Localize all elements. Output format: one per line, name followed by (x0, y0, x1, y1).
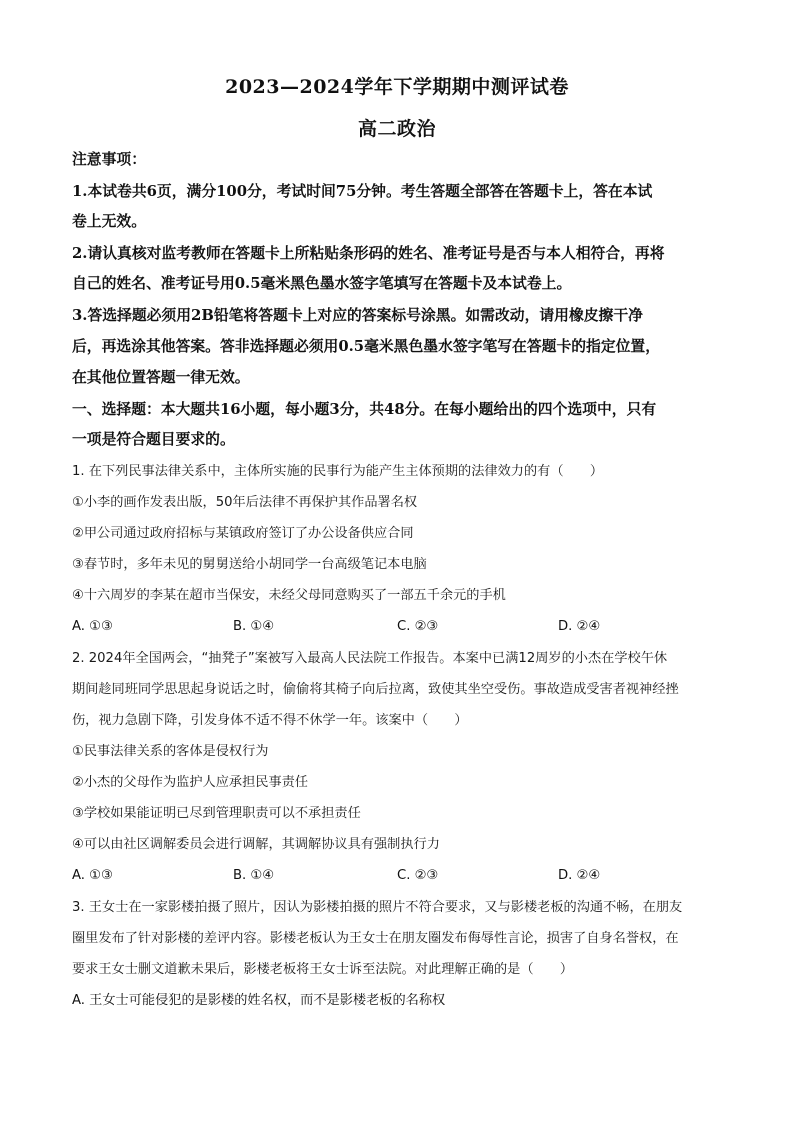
question-1-option-b[interactable]: B. ①④ (233, 619, 275, 634)
question-2-stem: 2. 2024年全国两会，“抽凳子”案被写入最高人民法院工作报告。本案中已满12周岁的小杰在学校午休 (72, 651, 668, 666)
notice-line: 1.本试卷共6页，满分100分，考试时间75分钟。考生答题全部答在答题卡上，答在本试 (72, 183, 653, 200)
section-heading: 一项是符合题目要求的。 (72, 431, 235, 448)
notice-line: 自己的姓名、准考证号用0.5毫米黑色墨水签字笔填写在答题卡及本试卷上。 (72, 275, 572, 292)
question-2-stem: 伤，视力急剧下降，引发身体不适不得不休学一年。该案中（ ） (72, 713, 468, 728)
notice-line: 2.请认真核对监考教师在答题卡上所粘贴条形码的姓名、准考证号是否与本人相符合，再将 (72, 245, 665, 262)
question-1-option-d[interactable]: D. ②④ (558, 619, 601, 634)
notice-line: 3.答选择题必须用2B铅笔将答题卡上对应的答案标号涂黑。如需改动，请用橡皮擦干净 (72, 307, 643, 324)
exam-subject: 高二政治 (357, 118, 436, 140)
question-2-option-c[interactable]: C. ②③ (397, 868, 439, 883)
question-3-stem: 要求王女士删文道歉未果后，影楼老板将王女士诉至法院。对此理解正确的是（ ） (72, 962, 574, 977)
question-2-item: ①民事法律关系的客体是侵权行为 (72, 744, 269, 759)
question-3-stem: 圈里发布了针对影楼的差评内容。影楼老板认为王女士在朋友圈发布侮辱性言论，损害了自身名誉权，在 (72, 931, 679, 946)
question-1-item: ①小李的画作发表出版，50年后法律不再保护其作品署名权 (72, 495, 418, 510)
section-heading: 一、选择题：本大题共16小题，每小题3分，共48分。在每小题给出的四个选项中，只有 (72, 401, 657, 418)
notice-line: 后，再选涂其他答案。答非选择题必须用0.5毫米黑色墨水签字笔写在答题卡的指定位置， (72, 338, 661, 355)
question-2-option-d[interactable]: D. ②④ (558, 868, 601, 883)
exam-title: 2023—2024学年下学期期中测评试卷 (225, 76, 569, 98)
notice-line: 在其他位置答题一律无效。 (72, 369, 250, 386)
question-2-item: ③学校如果能证明已尽到管理职责可以不承担责任 (72, 806, 361, 821)
question-1-item: ③春节时，多年未见的舅舅送给小胡同学一台高级笔记本电脑 (72, 557, 427, 572)
question-1-stem: 1. 在下列民事法律关系中，主体所实施的民事行为能产生主体预期的法律效力的有（ ） (72, 464, 604, 479)
notice-heading: 注意事项： (72, 151, 146, 168)
question-1-item: ②甲公司通过政府招标与某镇政府签订了办公设备供应合同 (72, 526, 414, 541)
question-1-item: ④十六周岁的李某在超市当保安，未经父母同意购买了一部五千余元的手机 (72, 588, 506, 603)
question-2-stem: 期间趁同班同学思思起身说话之时，偷偷将其椅子向后拉离，致使其坐空受伤。事故造成受害者视神经挫 (72, 682, 679, 697)
question-3-option-a[interactable]: A. 王女士可能侵犯的是影楼的姓名权，而不是影楼老板的名称权 (72, 993, 446, 1008)
question-1-option-a[interactable]: A. ①③ (72, 619, 113, 634)
question-2-item: ②小杰的父母作为监护人应承担民事责任 (72, 775, 309, 790)
question-2-option-a[interactable]: A. ①③ (72, 868, 113, 883)
question-2-option-b[interactable]: B. ①④ (233, 868, 275, 883)
notice-line: 卷上无效。 (72, 213, 146, 230)
question-2-item: ④可以由社区调解委员会进行调解，其调解协议具有强制执行力 (72, 837, 440, 852)
question-1-option-c[interactable]: C. ②③ (397, 619, 439, 634)
question-3-stem: 3. 王女士在一家影楼拍摄了照片，因认为影楼拍摄的照片不符合要求，又与影楼老板的沟通不畅，在朋友 (72, 900, 683, 915)
